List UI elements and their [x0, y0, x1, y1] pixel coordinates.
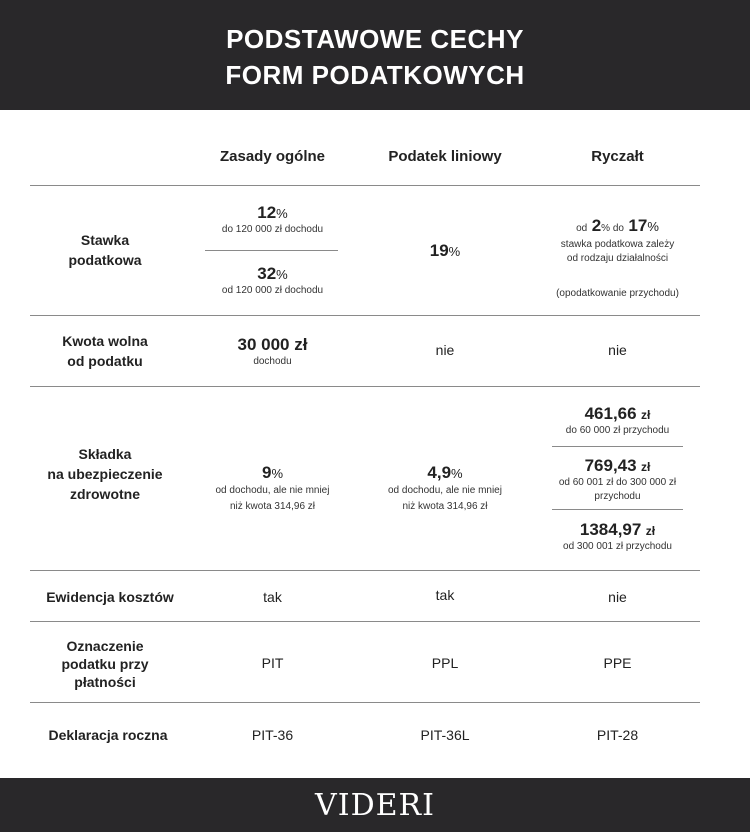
skladka-unit: %	[451, 466, 463, 481]
kwota-liniowy: nie	[435, 342, 455, 358]
kwota-ryczalt: nie	[608, 342, 627, 358]
deklaracja-ryczalt: PIT-28	[596, 727, 639, 743]
rate-32	[195, 264, 350, 298]
skladka-unit: zł	[645, 524, 656, 538]
skladka-unit: %	[271, 466, 284, 481]
skladka-value: 4,9	[427, 463, 452, 482]
kwota-ogolne	[195, 335, 350, 369]
row-label-line: zdrowotne	[70, 486, 140, 502]
row-label-stawka	[30, 230, 180, 270]
skladka-note: niż kwota 314,96 zł	[229, 501, 316, 512]
ewidencja-ogolne: tak	[263, 589, 282, 605]
rate-unit: %	[448, 244, 461, 259]
row-label-oznaczenie	[30, 637, 180, 691]
skladka-value: 769,43	[584, 456, 637, 475]
skladka-note: do 60 000 zł przychodu	[565, 425, 670, 436]
sub-divider	[552, 509, 683, 510]
rate-value: 19	[429, 241, 449, 260]
row-label-deklaracja: Deklaracja roczna	[48, 727, 168, 743]
row-label-line: Stawka	[80, 232, 130, 248]
skladka-unit: zł	[641, 408, 651, 422]
title-line-2: FORM PODATKOWYCH	[225, 60, 525, 90]
rate-value: 32	[257, 264, 277, 283]
row-label-line: Składka	[78, 446, 132, 462]
oznaczenie-ogolne: PIT	[261, 655, 284, 671]
rate-ryczalt	[530, 216, 705, 266]
rate-text: od	[576, 223, 588, 234]
row-divider	[30, 185, 700, 186]
rate-liniowy	[365, 241, 525, 261]
row-label-skladka	[30, 444, 180, 504]
rate-12	[195, 203, 350, 237]
row-label-line: Kwota wolna	[62, 333, 148, 349]
skladka-value: 1384,97	[579, 520, 642, 539]
rate-note: od rodzaju działalności	[566, 253, 669, 264]
row-divider	[30, 702, 700, 703]
row-label-kwota-wolna	[30, 331, 180, 371]
sub-divider	[205, 250, 338, 251]
column-header-podatek-liniowy: Podatek liniowy	[388, 148, 502, 165]
oznaczenie-ryczalt: PPE	[603, 655, 632, 671]
row-label-line: Oznaczenie	[66, 638, 144, 654]
rate-note: stawka podatkowa zależy	[560, 239, 675, 250]
row-label-line: od podatku	[67, 353, 143, 369]
skladka-ryczalt-tier-1	[540, 404, 695, 438]
column-header-ryczalt: Ryczałt	[591, 148, 644, 165]
row-label-line: podatkowa	[68, 252, 142, 268]
row-label-line: podatku przy	[61, 656, 149, 672]
skladka-note: przychodu	[594, 491, 641, 502]
rate-ryczalt-note: (opodatkowanie przychodu)	[556, 288, 679, 299]
skladka-value: 9	[261, 463, 272, 482]
row-label-ewidencja: Ewidencja kosztów	[46, 589, 174, 605]
skladka-liniowy	[365, 463, 525, 515]
row-divider	[30, 386, 700, 387]
title-banner	[0, 0, 750, 110]
skladka-value: 461,66	[584, 404, 637, 423]
ewidencja-ryczalt: nie	[608, 589, 627, 605]
ewidencja-liniowy: tak	[435, 587, 455, 603]
rate-value: 17	[628, 216, 648, 235]
rate-unit: %	[276, 206, 288, 221]
skladka-unit: zł	[641, 460, 651, 474]
row-divider	[30, 315, 700, 316]
kwota-value: 30 000 zł	[237, 335, 308, 354]
row-divider	[30, 570, 700, 571]
title-line-1: PODSTAWOWE CECHY	[226, 24, 524, 54]
oznaczenie-liniowy: PPL	[431, 655, 459, 671]
skladka-ryczalt-tier-3	[540, 520, 695, 554]
rate-value: 12	[257, 203, 277, 222]
sub-divider	[552, 446, 683, 447]
skladka-note: od dochodu, ale nie mniej	[388, 485, 502, 496]
rate-note: do 120 000 zł dochodu	[221, 224, 324, 235]
row-label-line: płatności	[74, 674, 136, 690]
row-label-line: na ubezpieczenie	[47, 466, 163, 482]
rate-unit: %	[276, 267, 288, 282]
row-divider	[30, 621, 700, 622]
skladka-ryczalt-tier-2	[540, 456, 695, 504]
rate-unit: %	[647, 219, 659, 234]
rate-value: 2	[591, 216, 602, 235]
rate-note: od 120 000 zł dochodu	[221, 285, 324, 296]
column-header-zasady-ogolne: Zasady ogólne	[219, 148, 326, 165]
footer-bar	[0, 778, 750, 832]
skladka-note: od 60 001 zł do 300 000 zł	[558, 477, 677, 488]
skladka-ogolne	[195, 463, 350, 515]
skladka-note: od dochodu, ale nie mniej	[215, 485, 330, 496]
deklaracja-liniowy: PIT-36L	[420, 727, 470, 743]
deklaracja-ogolne: PIT-36	[251, 727, 294, 743]
kwota-note: dochodu	[253, 356, 292, 367]
videri-logo: VIDERI	[315, 788, 435, 823]
rate-text: % do	[601, 223, 624, 234]
skladka-note: niż kwota 314,96 zł	[402, 501, 488, 512]
skladka-note: od 300 001 zł przychodu	[563, 541, 672, 552]
